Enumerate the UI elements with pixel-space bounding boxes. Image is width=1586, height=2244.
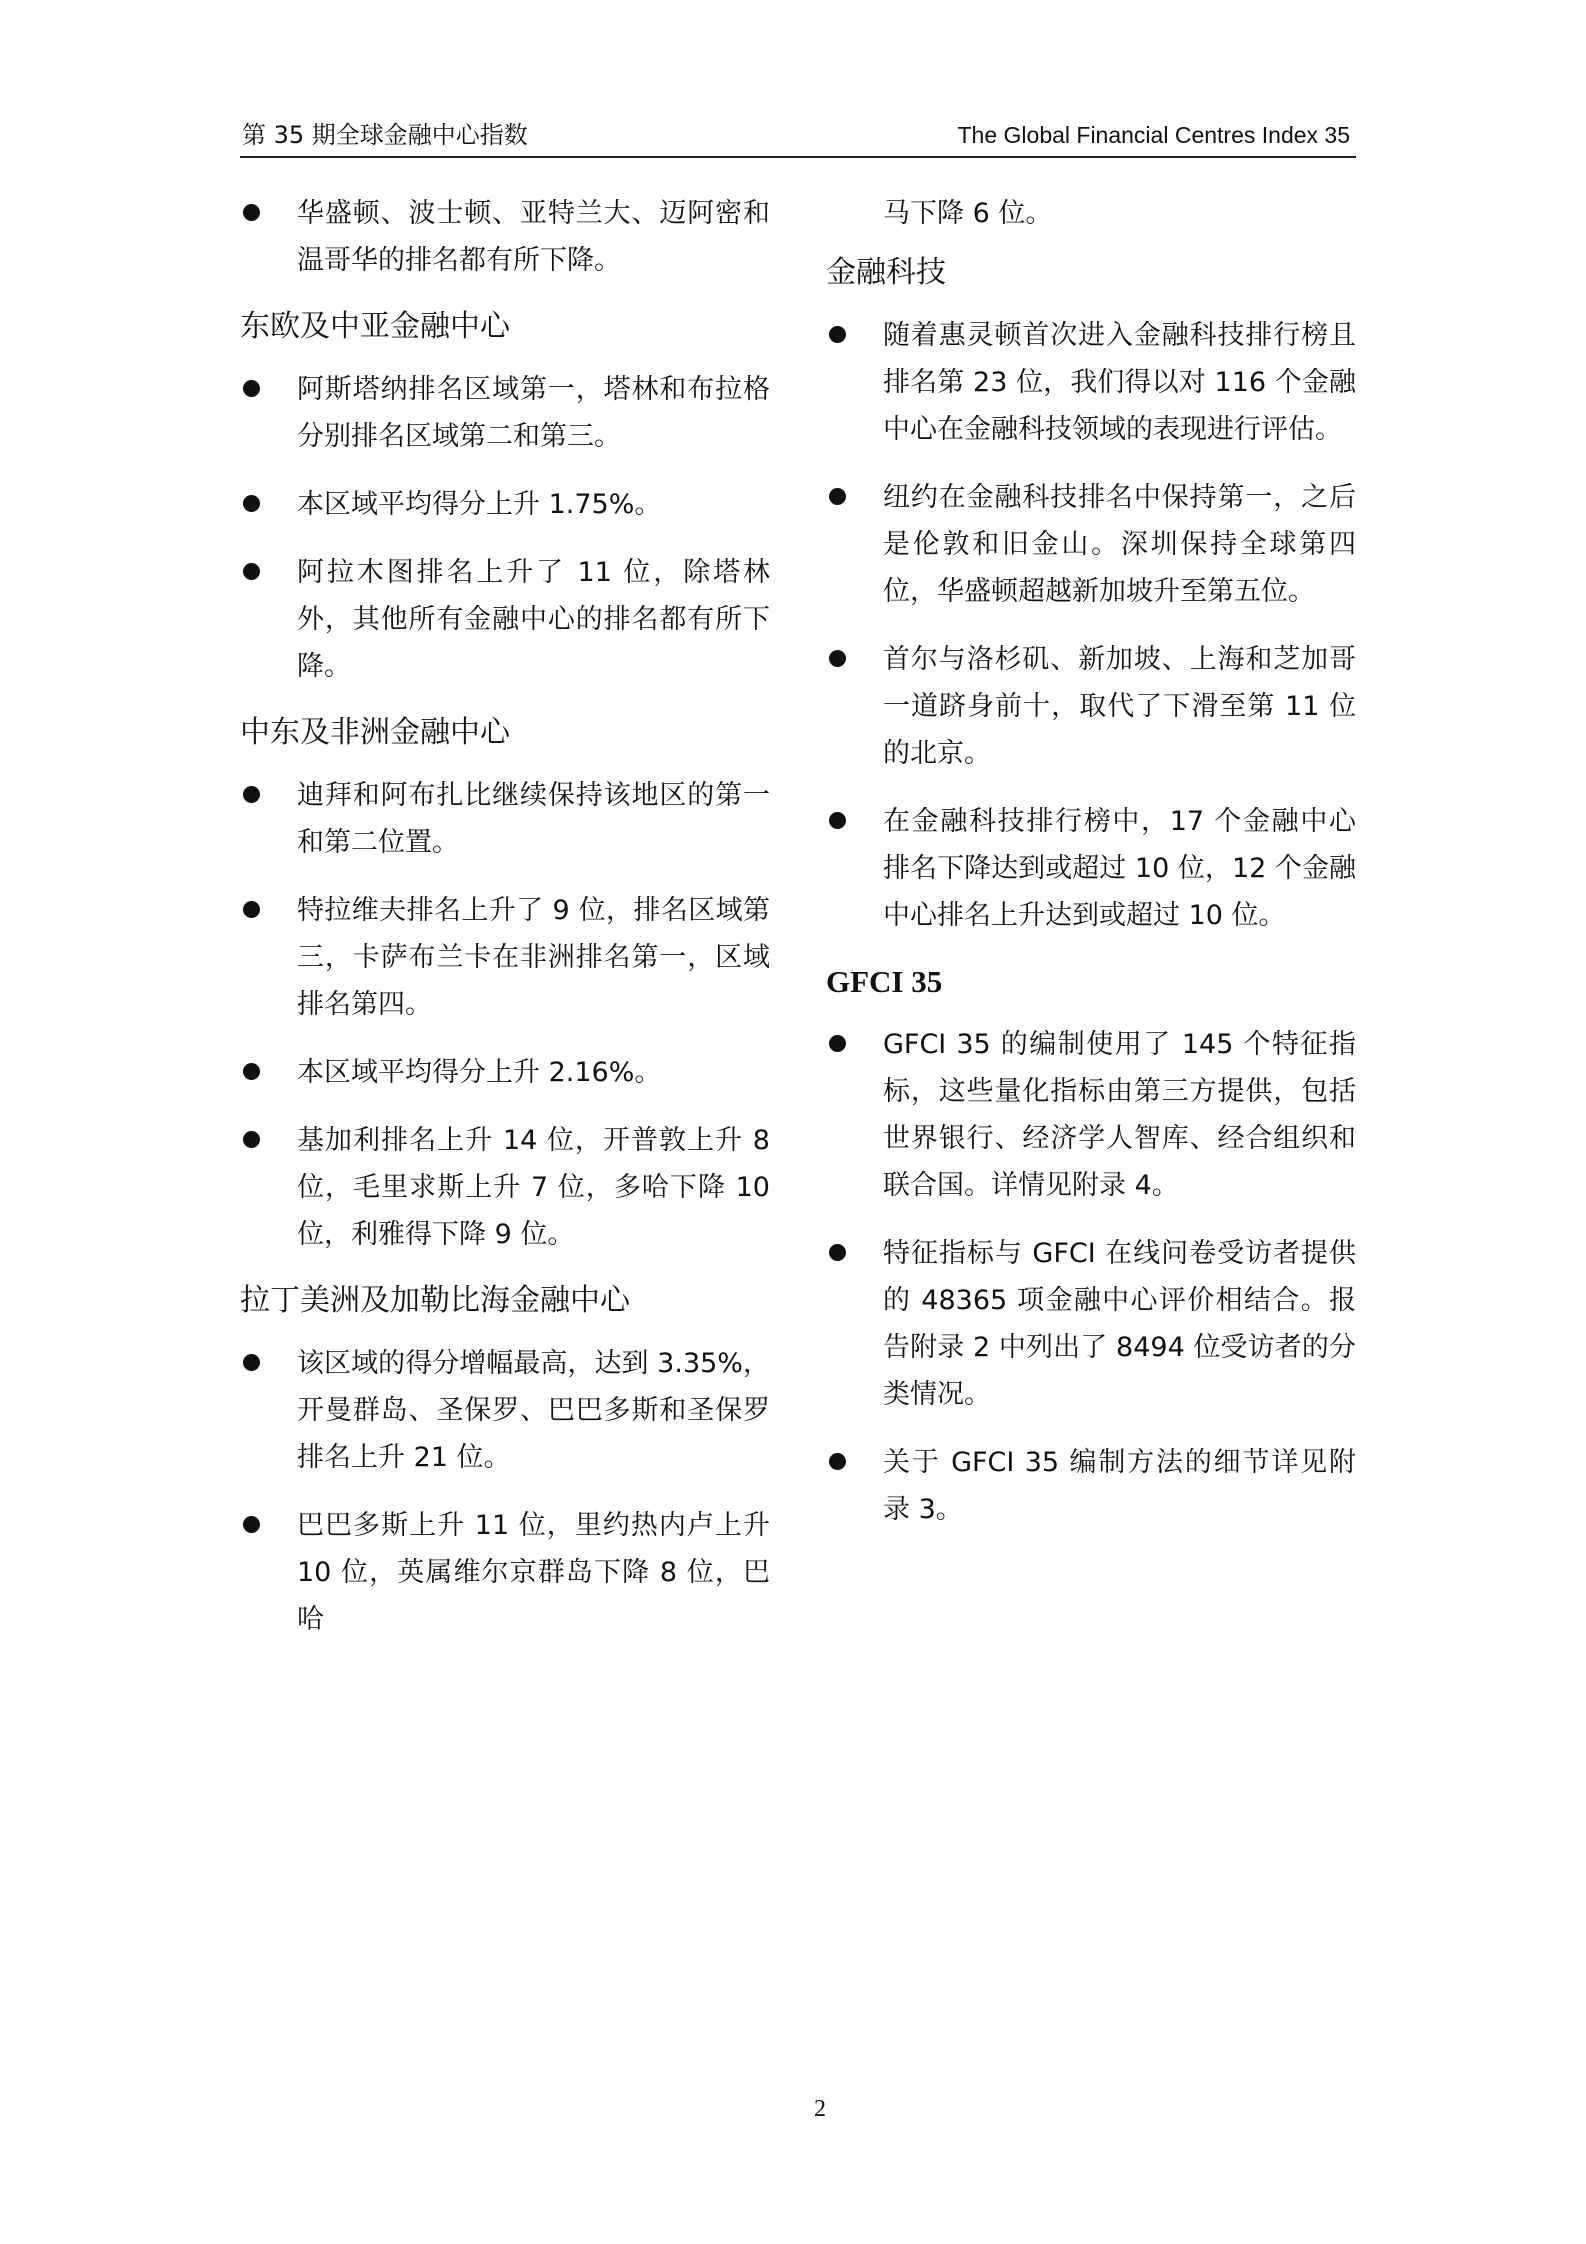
page-header xyxy=(240,118,1356,158)
list-item-text: 阿拉木图排名上升了 11 位，除塔林外，其他所有金融中心的排名都有所下降。 xyxy=(297,557,770,682)
list-item xyxy=(826,312,1356,453)
list-item-text: 关于 GFCI 35 编制方法的细节详见附录 3。 xyxy=(883,1447,1356,1525)
list-item xyxy=(240,1049,770,1096)
list-item-text: 该区域的得分增幅最高，达到 3.35%，开曼群岛、圣保罗、巴巴多斯和圣保罗排名上升 21 位。 xyxy=(297,1348,770,1473)
bullet-icon xyxy=(243,204,260,221)
list-item xyxy=(826,798,1356,939)
list-item-text: 迪拜和阿布扎比继续保持该地区的第一和第二位置。 xyxy=(297,780,770,858)
list-item xyxy=(240,887,770,1028)
list-item-text: 纽约在金融科技排名中保持第一，之后是伦敦和旧金山。深圳保持全球第四位，华盛顿超越新加坡升至第五位。 xyxy=(883,482,1356,607)
bullet-icon xyxy=(829,1244,846,1261)
list-item-text: 华盛顿、波士顿、亚特兰大、迈阿密和温哥华的排名都有所下降。 xyxy=(297,198,770,276)
list-item xyxy=(826,474,1356,615)
list-item-text: 在金融科技排行榜中，17 个金融中心排名下降达到或超过 10 位，12 个金融中心排名上升达到或超过 10 位。 xyxy=(883,806,1356,931)
list-item-text: 首尔与洛杉矶、新加坡、上海和芝加哥一道跻身前十，取代了下滑至第 11 位的北京。 xyxy=(883,644,1356,769)
list-item-text: 本区域平均得分上升 2.16%。 xyxy=(297,1057,662,1088)
bullet-icon xyxy=(243,1354,260,1371)
list-item-text: GFCI 35 的编制使用了 145 个特征指标，这些量化指标由第三方提供，包括世界银行、经济学人智库、经合组织和联合国。详情见附录 4。 xyxy=(883,1029,1356,1201)
list-item-continuation: 马下降 6 位。 xyxy=(883,198,1053,229)
page-number: 2 xyxy=(814,2096,826,2122)
bullet-icon xyxy=(829,812,846,829)
list-item xyxy=(240,1117,770,1258)
list-item xyxy=(240,549,770,690)
section-title-latin-america-caribbean: 拉丁美洲及加勒比海金融中心 xyxy=(240,1283,630,1318)
bullet-icon xyxy=(243,563,260,580)
list-item-text: 巴巴多斯上升 11 位，里约热内卢上升 10 位，英属维尔京群岛下降 8 位，巴哈 xyxy=(297,1510,770,1635)
list-item xyxy=(240,190,770,284)
list-item xyxy=(826,636,1356,777)
bullet-icon xyxy=(243,1516,260,1533)
bullet-icon xyxy=(829,1453,846,1470)
list-item-text: 本区域平均得分上升 1.75%。 xyxy=(297,489,662,520)
header-report-title-zh: 第 35 期全球金融中心指数 xyxy=(242,121,528,149)
list-item xyxy=(240,366,770,460)
section-title-gfci-35: GFCI 35 xyxy=(826,964,943,999)
bullet-icon xyxy=(829,1035,846,1052)
list-item xyxy=(826,1021,1356,1209)
bullet-icon xyxy=(243,380,260,397)
list-item-text: 随着惠灵顿首次进入金融科技排行榜且排名第 23 位，我们得以对 116 个金融中心在金融科技领域的表现进行评估。 xyxy=(883,320,1356,445)
bullet-icon xyxy=(243,495,260,512)
list-item xyxy=(826,1439,1356,1533)
right-column xyxy=(826,190,1356,1554)
list-item-text: 特拉维夫排名上升了 9 位，排名区域第三，卡萨布兰卡在非洲排名第一，区域排名第四。 xyxy=(297,895,770,1020)
list-item xyxy=(240,481,770,528)
list-item-text: 基加利排名上升 14 位，开普敦上升 8 位，毛里求斯上升 7 位，多哈下降 10 位，利雅得下降 9 位。 xyxy=(297,1125,770,1250)
bullet-icon xyxy=(829,650,846,667)
header-report-title-en: The Global Financial Centres Index 35 xyxy=(957,122,1350,148)
bullet-icon xyxy=(243,901,260,918)
section-title-middle-east-africa: 中东及非洲金融中心 xyxy=(240,715,510,750)
bullet-icon xyxy=(243,1063,260,1080)
bullet-icon xyxy=(243,786,260,803)
bullet-icon xyxy=(829,488,846,505)
left-column xyxy=(240,190,770,1664)
list-item xyxy=(240,1502,770,1643)
list-item-text: 特征指标与 GFCI 在线问卷受访者提供的 48365 项金融中心评价相结合。报告附录 2 中列出了 8494 位受访者的分类情况。 xyxy=(883,1238,1356,1410)
section-title-fintech: 金融科技 xyxy=(826,255,946,290)
list-item xyxy=(826,1230,1356,1418)
list-item xyxy=(240,772,770,866)
list-item-text: 阿斯塔纳排名区域第一，塔林和布拉格分别排名区域第二和第三。 xyxy=(297,374,770,452)
list-item xyxy=(240,1340,770,1481)
section-title-eastern-europe-central-asia: 东欧及中亚金融中心 xyxy=(240,309,510,344)
bullet-icon xyxy=(829,326,846,343)
bullet-icon xyxy=(243,1131,260,1148)
